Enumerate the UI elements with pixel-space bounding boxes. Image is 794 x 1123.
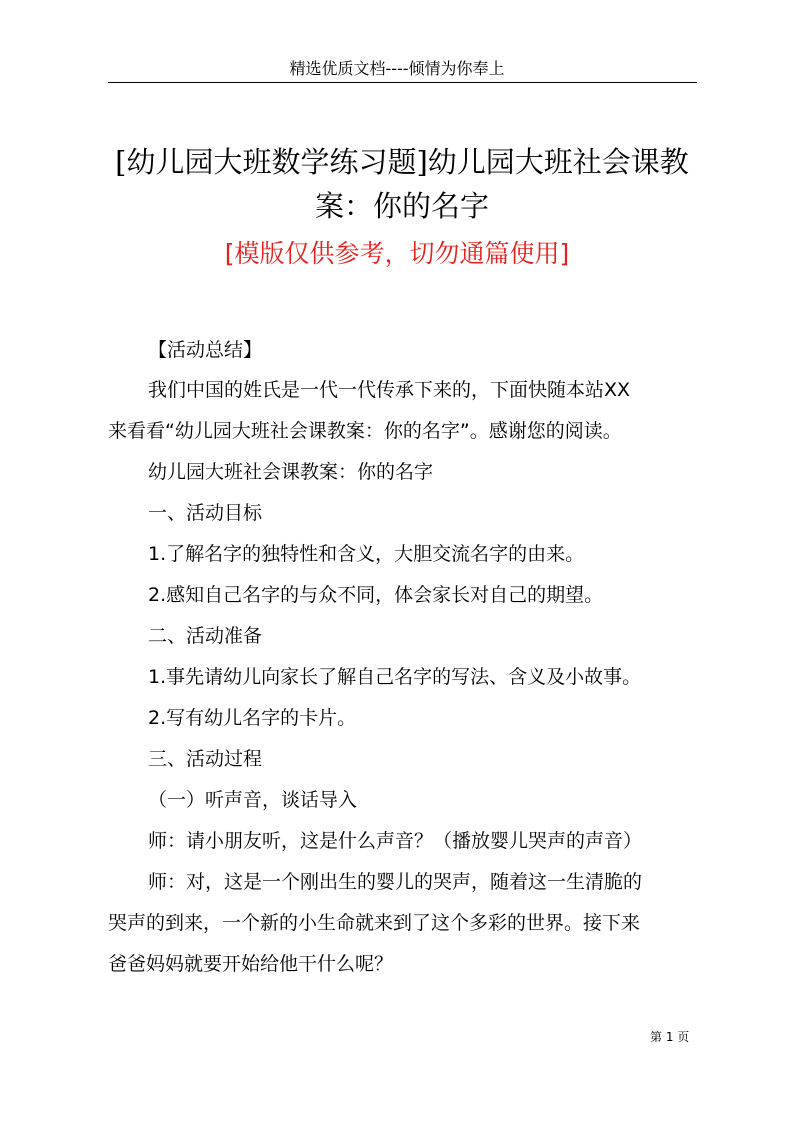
- page-header: 精选优质文档----倾情为你奉上: [289, 59, 505, 78]
- document-subtitle: [模版仅供参考，切勿通篇使用]: [224, 239, 570, 268]
- body-line: 三、活动过程: [148, 748, 263, 770]
- body-line: 幼儿园大班社会课教案：你的名字: [148, 461, 434, 483]
- body-line: 师：请小朋友听，这是什么声音？（播放婴儿哭声的声音）: [148, 830, 643, 852]
- body-line: 1.了解名字的独特性和含义，大胆交流名字的由来。: [148, 543, 585, 565]
- body-line: 2.写有幼儿名字的卡片。: [148, 707, 357, 729]
- body-line: 2.感知自己名字的与众不同，体会家长对自己的期望。: [148, 584, 604, 606]
- body-line: 二、活动准备: [148, 625, 263, 647]
- body-line: 来看看“幼儿园大班社会课教案：你的名字”。感谢您的阅读。: [108, 420, 622, 442]
- body-line: 爸爸妈妈就要开始给他干什么呢？: [108, 953, 394, 975]
- body-line: 哭声的到来，一个新的小生命就来到了这个多彩的世界。接下来: [108, 912, 641, 934]
- body-line: 【活动总结】: [148, 339, 263, 361]
- header-divider: [108, 82, 697, 83]
- body-line: 一、活动目标: [148, 502, 263, 524]
- body-line: 我们中国的姓氏是一代一代传承下来的，下面快随本站XX: [148, 379, 631, 401]
- body-line: 1.事先请幼儿向家长了解自己名字的写法、含义及小故事。: [148, 666, 642, 688]
- body-line: （一）听声音，谈话导入: [148, 789, 358, 811]
- body-line: 师：对，这是一个刚出生的婴儿的哭声，随着这一生清脆的: [148, 871, 643, 893]
- page-number: 第 1 页: [650, 1030, 690, 1044]
- document-title: [幼儿园大班数学练习题]幼儿园大班社会课教案：你的名字: [115, 145, 689, 223]
